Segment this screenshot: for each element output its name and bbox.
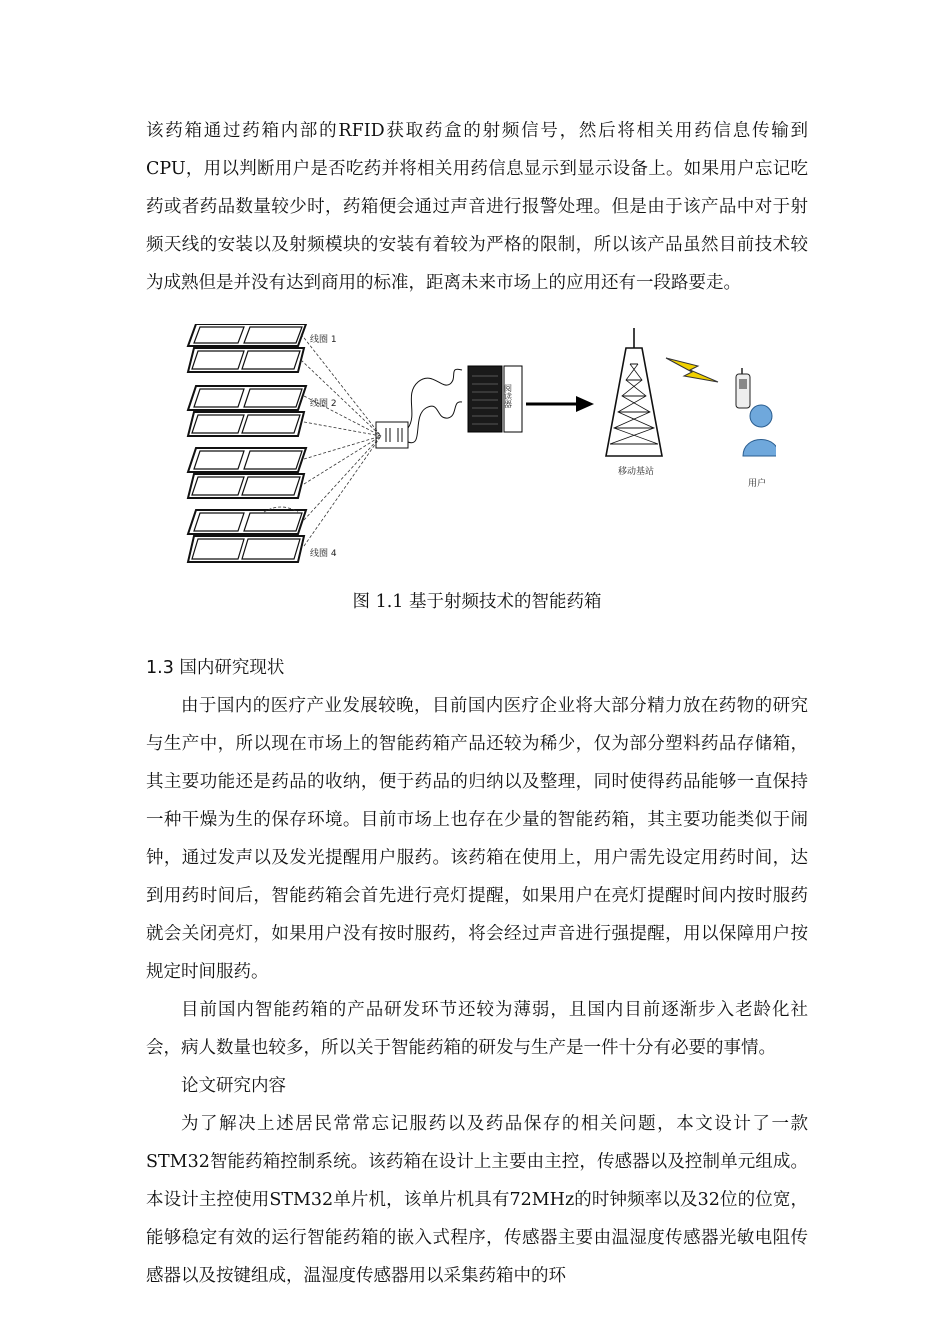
box-group-4 [188, 510, 306, 562]
user-label: 用户 [748, 479, 767, 489]
coil-1-label: 线圈 1 [310, 335, 337, 345]
figure-rfid-medicine-box [146, 324, 808, 579]
user-icon [743, 405, 776, 456]
section-heading: 1.3 国内研究现状 [146, 658, 285, 678]
box-group-1 [188, 324, 306, 372]
paragraph-3: 论文研究内容 [181, 1076, 286, 1096]
arrow-icon [526, 396, 594, 412]
coil-4-label: 线圈 4 [310, 549, 337, 559]
rfid-diagram [186, 324, 776, 579]
mobile-phone-icon [736, 368, 750, 408]
antenna-circuit [376, 369, 462, 448]
lightning-signal-icon [666, 358, 718, 382]
reader-device [468, 366, 522, 432]
paragraph-4: 为了解决上述居民常常忘记服药以及药品保存的相关问题，本文设计了一款STM32智能药箱控制系统。该药箱在设计上主要由主控，传感器以及控制单元组成。本设计主控使用STM32单片机，该单片机具有72MHz的时钟频率以及32位的位宽，能够稳定有效的运行智能药箱的嵌入式程序，传感器主要由温湿度传感器光敏电阻传感器以及按键组成，温湿度传感器用以采集药箱中的环 [146, 1114, 808, 1286]
intro-paragraph: 该药箱通过药箱内部的RFID获取药盒的射频信号，然后将相关用药信息传输到CPU，用以判断用户是否吃药并将相关用药信息显示到显示设备上。如果用户忘记吃药或者药品数量较少时，药箱便会通过声音进行报警处理。但是由于该产品中对于射频天线的安装以及射频模块的安装有着较为严格的限制，所以该产品虽然目前技术较为成熟但是并没有达到商用的标准，距离未来市场上的应用还有一段路要走。 [146, 121, 808, 293]
base-station-tower-icon [606, 328, 662, 456]
paragraph-1: 由于国内的医疗产业发展较晚，目前国内医疗企业将大部分精力放在药物的研究与生产中，所以现在市场上的智能药箱产品还较为稀少，仅为部分塑料药品存储箱，其主要功能还是药品的收纳，便于药品的归纳以及整理，同时使得药品能够一直保持一种干燥为生的保存环境。目前市场上也存在少量的智能药箱，其主要功能类似于闹钟，通过发声以及发光提醒用户服药。该药箱在使用上，用户需先设定用药时间，达到用药时间后，智能药箱会首先进行亮灯提醒，如果用户在亮灯提醒时间内按时服药就会关闭亮灯，如果用户没有按时服药，将会经过声音进行强提醒，用以保障用户按规定时间服药。 [146, 696, 808, 982]
medicine-box-grid [188, 324, 306, 562]
base-station-label: 移动基站 [618, 467, 655, 477]
coil-2-label: 线圈 2 [310, 399, 337, 409]
box-group-3 [188, 448, 306, 498]
box-group-2 [188, 386, 306, 436]
reader-label: 阅读器 [503, 384, 513, 408]
paragraph-2: 目前国内智能药箱的产品研发环节还较为薄弱，且国内目前逐渐步入老龄化社会，病人数量也较多，所以关于智能药箱的研发与生产是一件十分有必要的事情。 [146, 1000, 808, 1058]
document-page [146, 112, 808, 1295]
figure-caption: 图 1.1 基于射频技术的智能药箱 [352, 592, 602, 612]
